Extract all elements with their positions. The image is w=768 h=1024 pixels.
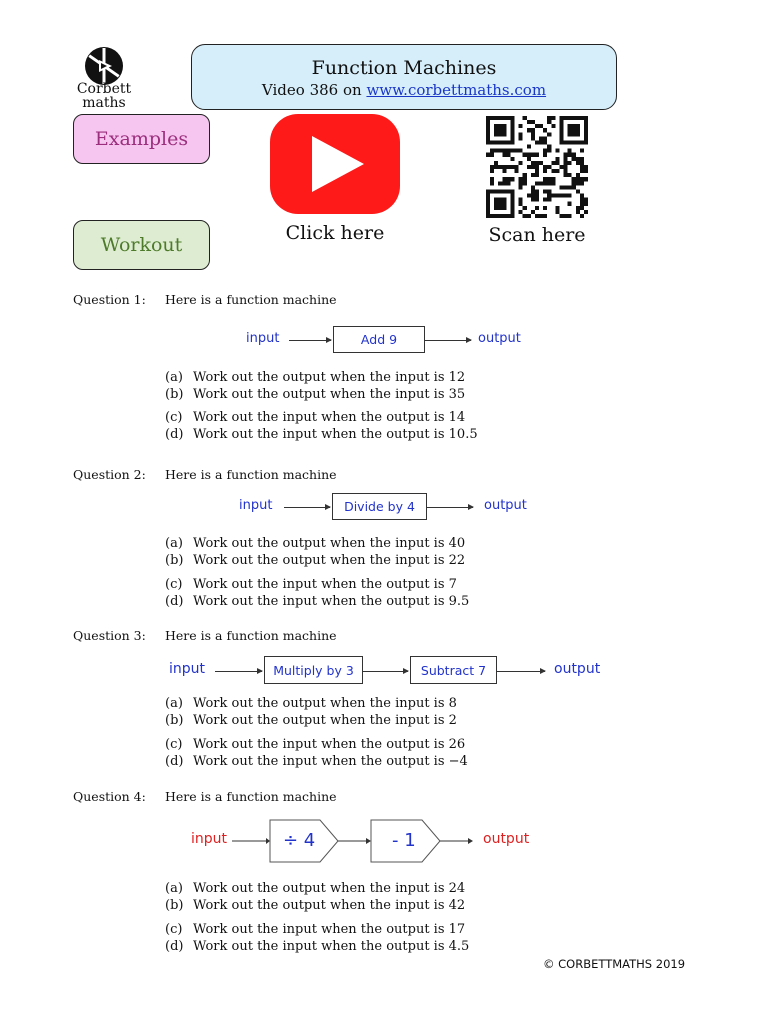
youtube-play-icon[interactable] [270, 114, 400, 214]
machine-input-label: input [169, 661, 206, 677]
machine-arrow [284, 507, 330, 508]
question-part: (a) Work out the output when the input is 12 [165, 370, 466, 385]
machine-arrow [497, 671, 545, 672]
question-number: Question 4: [73, 789, 146, 804]
question-part: (c) Work out the input when the output is 7 [165, 577, 457, 592]
question-part: (d) Work out the input when the output is 4.5 [165, 939, 470, 954]
machine-step-box: Add 9 [333, 326, 425, 353]
question-part: (b) Work out the output when the input is 2 [165, 713, 457, 728]
question-part: (c) Work out the input when the output is 17 [165, 922, 466, 937]
machine-input-label: input [191, 831, 228, 847]
question-part: (a) Work out the output when the input is 8 [165, 696, 457, 711]
page-title: Function Machines [311, 57, 497, 79]
click-here-label[interactable]: Click here [285, 222, 385, 244]
question-part: (d) Work out the input when the output is 9.5 [165, 594, 470, 609]
question-2-header [73, 467, 337, 482]
machine-arrow [425, 340, 471, 341]
machine-output-label: output [554, 661, 601, 677]
machine-step-box: Subtract 7 [410, 656, 497, 684]
machine-output-label: output [484, 498, 527, 513]
question-intro: Here is a function machine [165, 292, 337, 307]
question-part: (d) Work out the input when the output is 10.5 [165, 427, 478, 442]
machine-arrow [215, 671, 262, 672]
question-number: Question 1: [73, 292, 146, 307]
workout-button[interactable]: Workout [73, 220, 210, 270]
question-part: (b) Work out the output when the input is 22 [165, 553, 466, 568]
question-part: (c) Work out the input when the output is 14 [165, 410, 466, 425]
question-4-header [73, 789, 337, 804]
question-intro: Here is a function machine [165, 789, 337, 804]
machine-step-label: - 1 [392, 830, 416, 851]
logo-line-1: Corbett [76, 81, 132, 97]
copyright-text: © CORBETTMATHS 2019 [543, 957, 686, 971]
question-part: (c) Work out the input when the output is 26 [165, 737, 466, 752]
logo-line-2: maths [82, 95, 126, 111]
machine-step-box: Divide by 4 [332, 493, 427, 520]
machine-step-label: ÷ 4 [283, 830, 316, 851]
question-intro: Here is a function machine [165, 467, 337, 482]
title-box [191, 44, 617, 110]
question-3-header [73, 628, 337, 643]
machine-arrow [289, 340, 331, 341]
video-line [192, 80, 616, 100]
machine-output-label: output [478, 331, 521, 346]
corbettmaths-logo-icon [84, 46, 124, 86]
machine-arrow [363, 671, 408, 672]
machine-step-box: Multiply by 3 [264, 656, 363, 684]
machine-input-label: input [246, 331, 280, 346]
machine-arrow [427, 507, 473, 508]
corbettmaths-link[interactable]: www.corbettmaths.com [366, 81, 547, 99]
question-part: (b) Work out the output when the input is 42 [165, 898, 466, 913]
qr-code-icon[interactable] [484, 116, 590, 218]
question-intro: Here is a function machine [165, 628, 337, 643]
question-number: Question 2: [73, 467, 146, 482]
machine-input-label: input [239, 498, 273, 513]
examples-button[interactable]: Examples [73, 114, 210, 164]
video-prefix: Video 386 on [261, 81, 367, 99]
machine-output-label: output [483, 831, 530, 847]
question-number: Question 3: [73, 628, 146, 643]
question-part: (a) Work out the output when the input is 24 [165, 881, 466, 896]
question-part: (d) Work out the input when the output is −4 [165, 754, 468, 769]
corbettmaths-logo [72, 44, 136, 114]
question-part: (a) Work out the output when the input is 40 [165, 536, 466, 551]
question-part: (b) Work out the output when the input is 35 [165, 387, 466, 402]
scan-here-label: Scan here [488, 224, 586, 246]
question-1-header [73, 292, 337, 307]
